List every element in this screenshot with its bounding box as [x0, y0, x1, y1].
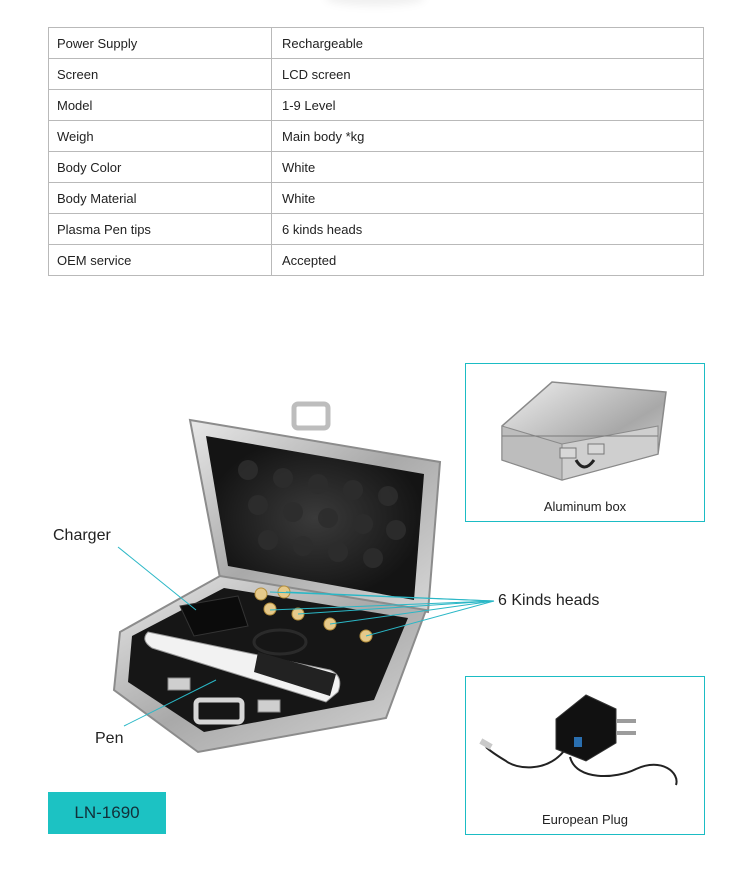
spec-key: OEM service	[49, 245, 272, 276]
thumbnail-aluminum-box	[465, 363, 705, 522]
spec-value: Accepted	[272, 245, 704, 276]
spec-value: 6 kinds heads	[272, 214, 704, 245]
thumbnail-european-plug	[465, 676, 705, 835]
label-charger: Charger	[53, 527, 111, 544]
spec-value: Main body *kg	[272, 121, 704, 152]
spec-key: Screen	[49, 59, 272, 90]
model-badge: LN-1690	[48, 792, 166, 834]
european-plug-image	[466, 677, 704, 802]
spec-key: Power Supply	[49, 28, 272, 59]
spec-value: White	[272, 152, 704, 183]
spec-key: Body Color	[49, 152, 272, 183]
spec-value: White	[272, 183, 704, 214]
spec-key: Weigh	[49, 121, 272, 152]
label-pen: Pen	[95, 730, 124, 747]
spec-value: 1-9 Level	[272, 90, 704, 121]
caption-european-plug: European Plug	[541, 812, 628, 827]
caption-aluminum-box: Aluminum box	[543, 499, 627, 514]
spec-key: Body Material	[49, 183, 272, 214]
spec-key: Plasma Pen tips	[49, 214, 272, 245]
aluminum-box-image	[466, 364, 704, 489]
spec-key: Model	[49, 90, 272, 121]
spec-value: Rechargeable	[272, 28, 704, 59]
label-heads: 6 Kinds heads	[498, 592, 600, 609]
spec-value: LCD screen	[272, 59, 704, 90]
